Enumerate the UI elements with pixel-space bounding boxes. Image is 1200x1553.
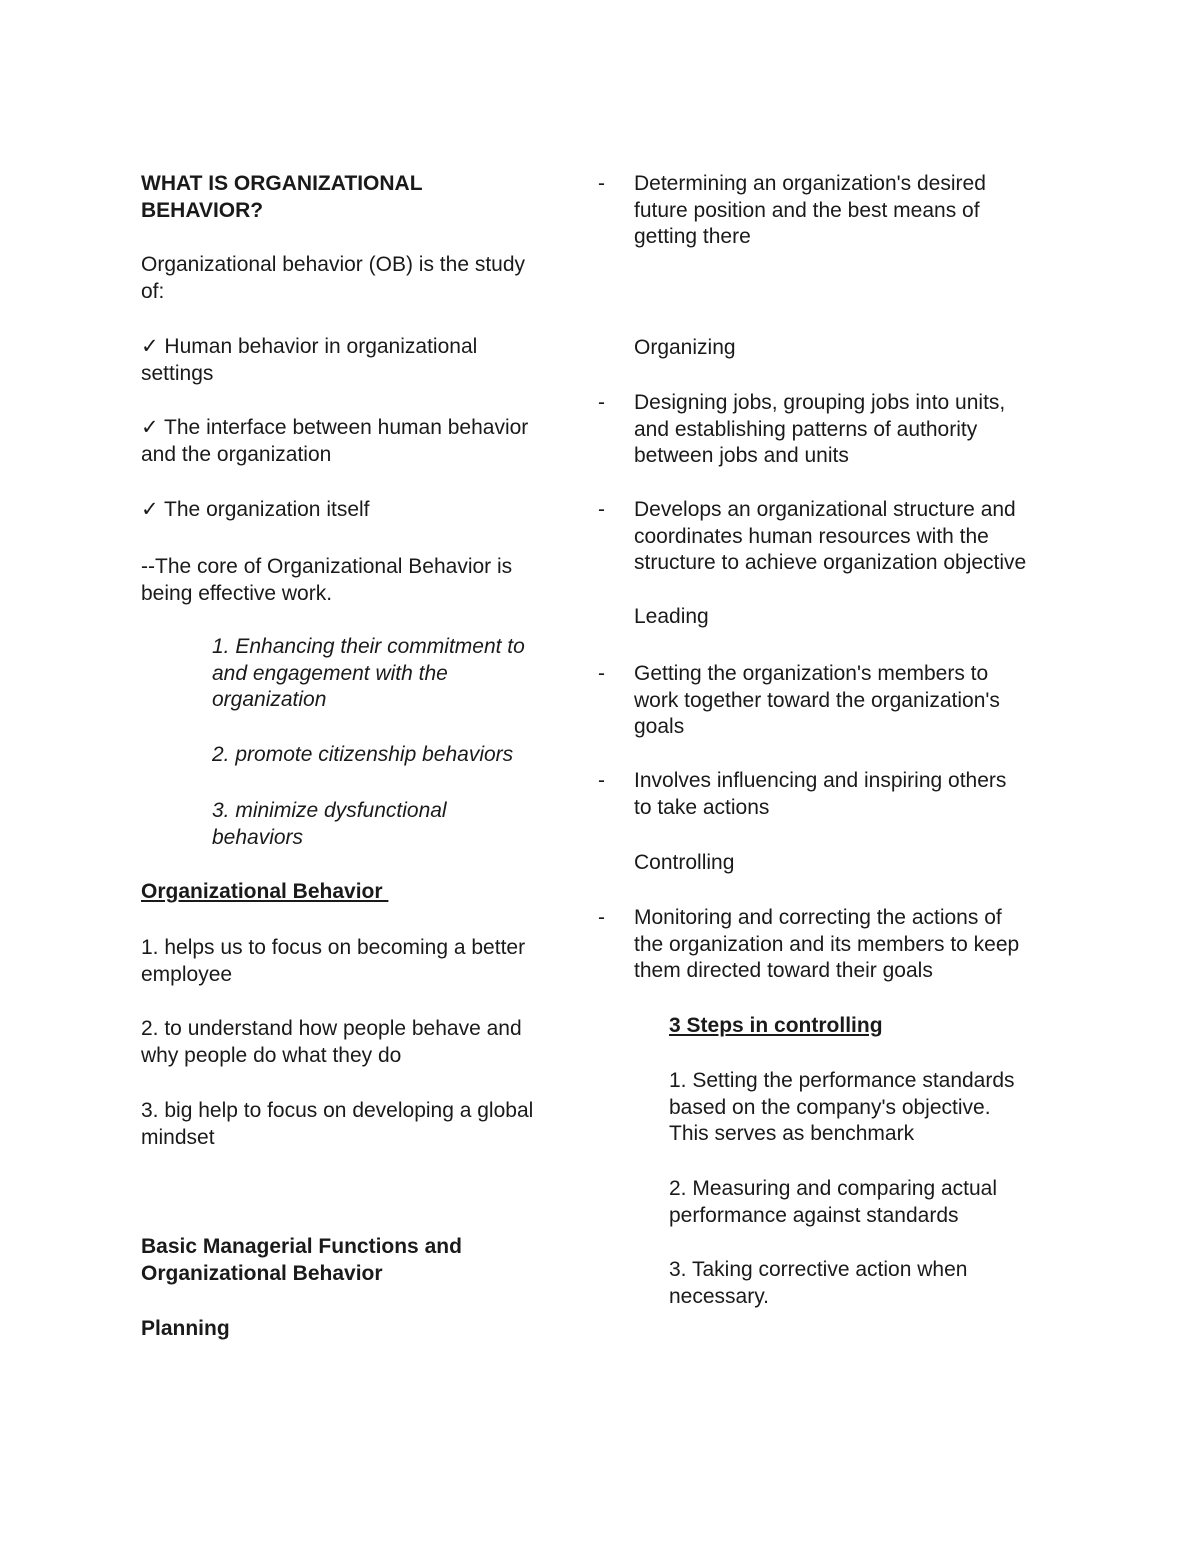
core-list-line: behaviors xyxy=(212,825,304,849)
organizing-bullet xyxy=(634,390,1005,470)
page-title-line: WHAT IS ORGANIZATIONAL xyxy=(141,172,423,195)
ob-list-item xyxy=(141,935,525,988)
check-item xyxy=(141,415,528,468)
page-title xyxy=(141,171,423,224)
bullet-line: between jobs and units xyxy=(634,444,849,467)
ob-list-item xyxy=(141,1098,533,1151)
check-item-line: settings xyxy=(141,361,214,385)
core-list-line: 1. Enhancing their commitment to xyxy=(212,635,525,658)
page-title-line: BEHAVIOR? xyxy=(141,198,264,222)
leading-bullet xyxy=(634,661,1000,741)
bullet-dash: - xyxy=(598,498,605,521)
core-list-line: 2. promote citizenship behaviors xyxy=(212,743,514,766)
step-line: necessary. xyxy=(669,1284,769,1308)
core-list-item xyxy=(212,742,513,769)
function-label-controlling: Controlling xyxy=(634,851,735,874)
core-paragraph xyxy=(141,554,512,607)
section-heading-functions xyxy=(141,1234,462,1287)
check-item xyxy=(141,497,370,524)
function-label-leading: Leading xyxy=(634,605,709,628)
check-item-line: ✓ The interface between human behavior xyxy=(141,416,529,439)
step-item xyxy=(669,1257,967,1310)
bullet-dash: - xyxy=(598,662,605,685)
section-heading-ob: Organizational Behavior xyxy=(141,880,389,903)
bullet-line: goals xyxy=(634,715,685,738)
intro-paragraph xyxy=(141,252,525,305)
step-item xyxy=(669,1176,997,1229)
bullet-line: Determining an organization's desired xyxy=(634,172,986,195)
step-line: 1. Setting the performance standards xyxy=(669,1069,1015,1092)
ob-list-line: why people do what they do xyxy=(141,1043,402,1067)
function-label-organizing: Organizing xyxy=(634,336,736,359)
step-item xyxy=(669,1068,1015,1148)
check-item-line: and the organization xyxy=(141,442,332,466)
ob-list-line: mindset xyxy=(141,1125,215,1149)
ob-list-line: employee xyxy=(141,962,233,986)
check-item xyxy=(141,334,477,387)
section-heading-planning: Planning xyxy=(141,1317,230,1340)
core-list-line: 3. minimize dysfunctional xyxy=(212,799,447,822)
leading-bullet xyxy=(634,768,1006,821)
ob-list-line: 3. big help to focus on developing a global xyxy=(141,1099,534,1122)
controlling-bullet xyxy=(634,905,1019,985)
core-list-line: and engagement with the xyxy=(212,661,448,685)
step-line: 2. Measuring and comparing actual xyxy=(669,1177,998,1200)
organizing-bullet xyxy=(634,497,1026,577)
bullet-line: Designing jobs, grouping jobs into units, xyxy=(634,391,1006,414)
bullet-line: Involves influencing and inspiring others xyxy=(634,769,1007,792)
core-line: being effective work. xyxy=(141,581,333,605)
bullet-line: future position and the best means of xyxy=(634,198,980,222)
bullet-line: Develops an organizational structure and xyxy=(634,498,1016,521)
core-line: --The core of Organizational Behavior is xyxy=(141,555,513,578)
bullet-line: to take actions xyxy=(634,795,770,819)
bullet-dash: - xyxy=(598,391,605,414)
section-heading-steps: 3 Steps in controlling xyxy=(669,1014,883,1037)
core-list-line: organization xyxy=(212,688,327,711)
step-line: 3. Taking corrective action when xyxy=(669,1258,968,1281)
functions-heading-line: Basic Managerial Functions and xyxy=(141,1235,462,1258)
bullet-line: and establishing patterns of authority xyxy=(634,417,978,441)
bullet-dash: - xyxy=(598,906,605,929)
ob-list-line: 1. helps us to focus on becoming a better xyxy=(141,936,526,959)
ob-list-line: 2. to understand how people behave and xyxy=(141,1017,522,1040)
bullet-line: getting there xyxy=(634,225,751,248)
bullet-dash: - xyxy=(598,769,605,792)
step-line: performance against standards xyxy=(669,1203,959,1227)
step-line: This serves as benchmark xyxy=(669,1122,915,1145)
bullet-line: coordinates human resources with the xyxy=(634,524,989,548)
bullet-line: work together toward the organization's xyxy=(634,688,1000,712)
bullet-line: them directed toward their goals xyxy=(634,959,933,982)
check-item-line: ✓ The organization itself xyxy=(141,498,370,521)
check-item-line: ✓ Human behavior in organizational xyxy=(141,335,478,358)
ob-list-item xyxy=(141,1016,522,1069)
planning-bullet xyxy=(634,171,986,251)
core-list-item xyxy=(212,798,447,851)
bullet-line: the organization and its members to keep xyxy=(634,932,1020,956)
step-line: based on the company's objective. xyxy=(669,1095,991,1119)
bullet-line: Getting the organization's members to xyxy=(634,662,989,685)
intro-line: Organizational behavior (OB) is the study xyxy=(141,253,526,276)
bullet-line: structure to achieve organization objective xyxy=(634,551,1027,574)
core-list-item xyxy=(212,634,525,714)
intro-line: of: xyxy=(141,279,165,303)
bullet-dash: - xyxy=(598,172,605,195)
functions-heading-line: Organizational Behavior xyxy=(141,1261,383,1285)
bullet-line: Monitoring and correcting the actions of xyxy=(634,906,1002,929)
